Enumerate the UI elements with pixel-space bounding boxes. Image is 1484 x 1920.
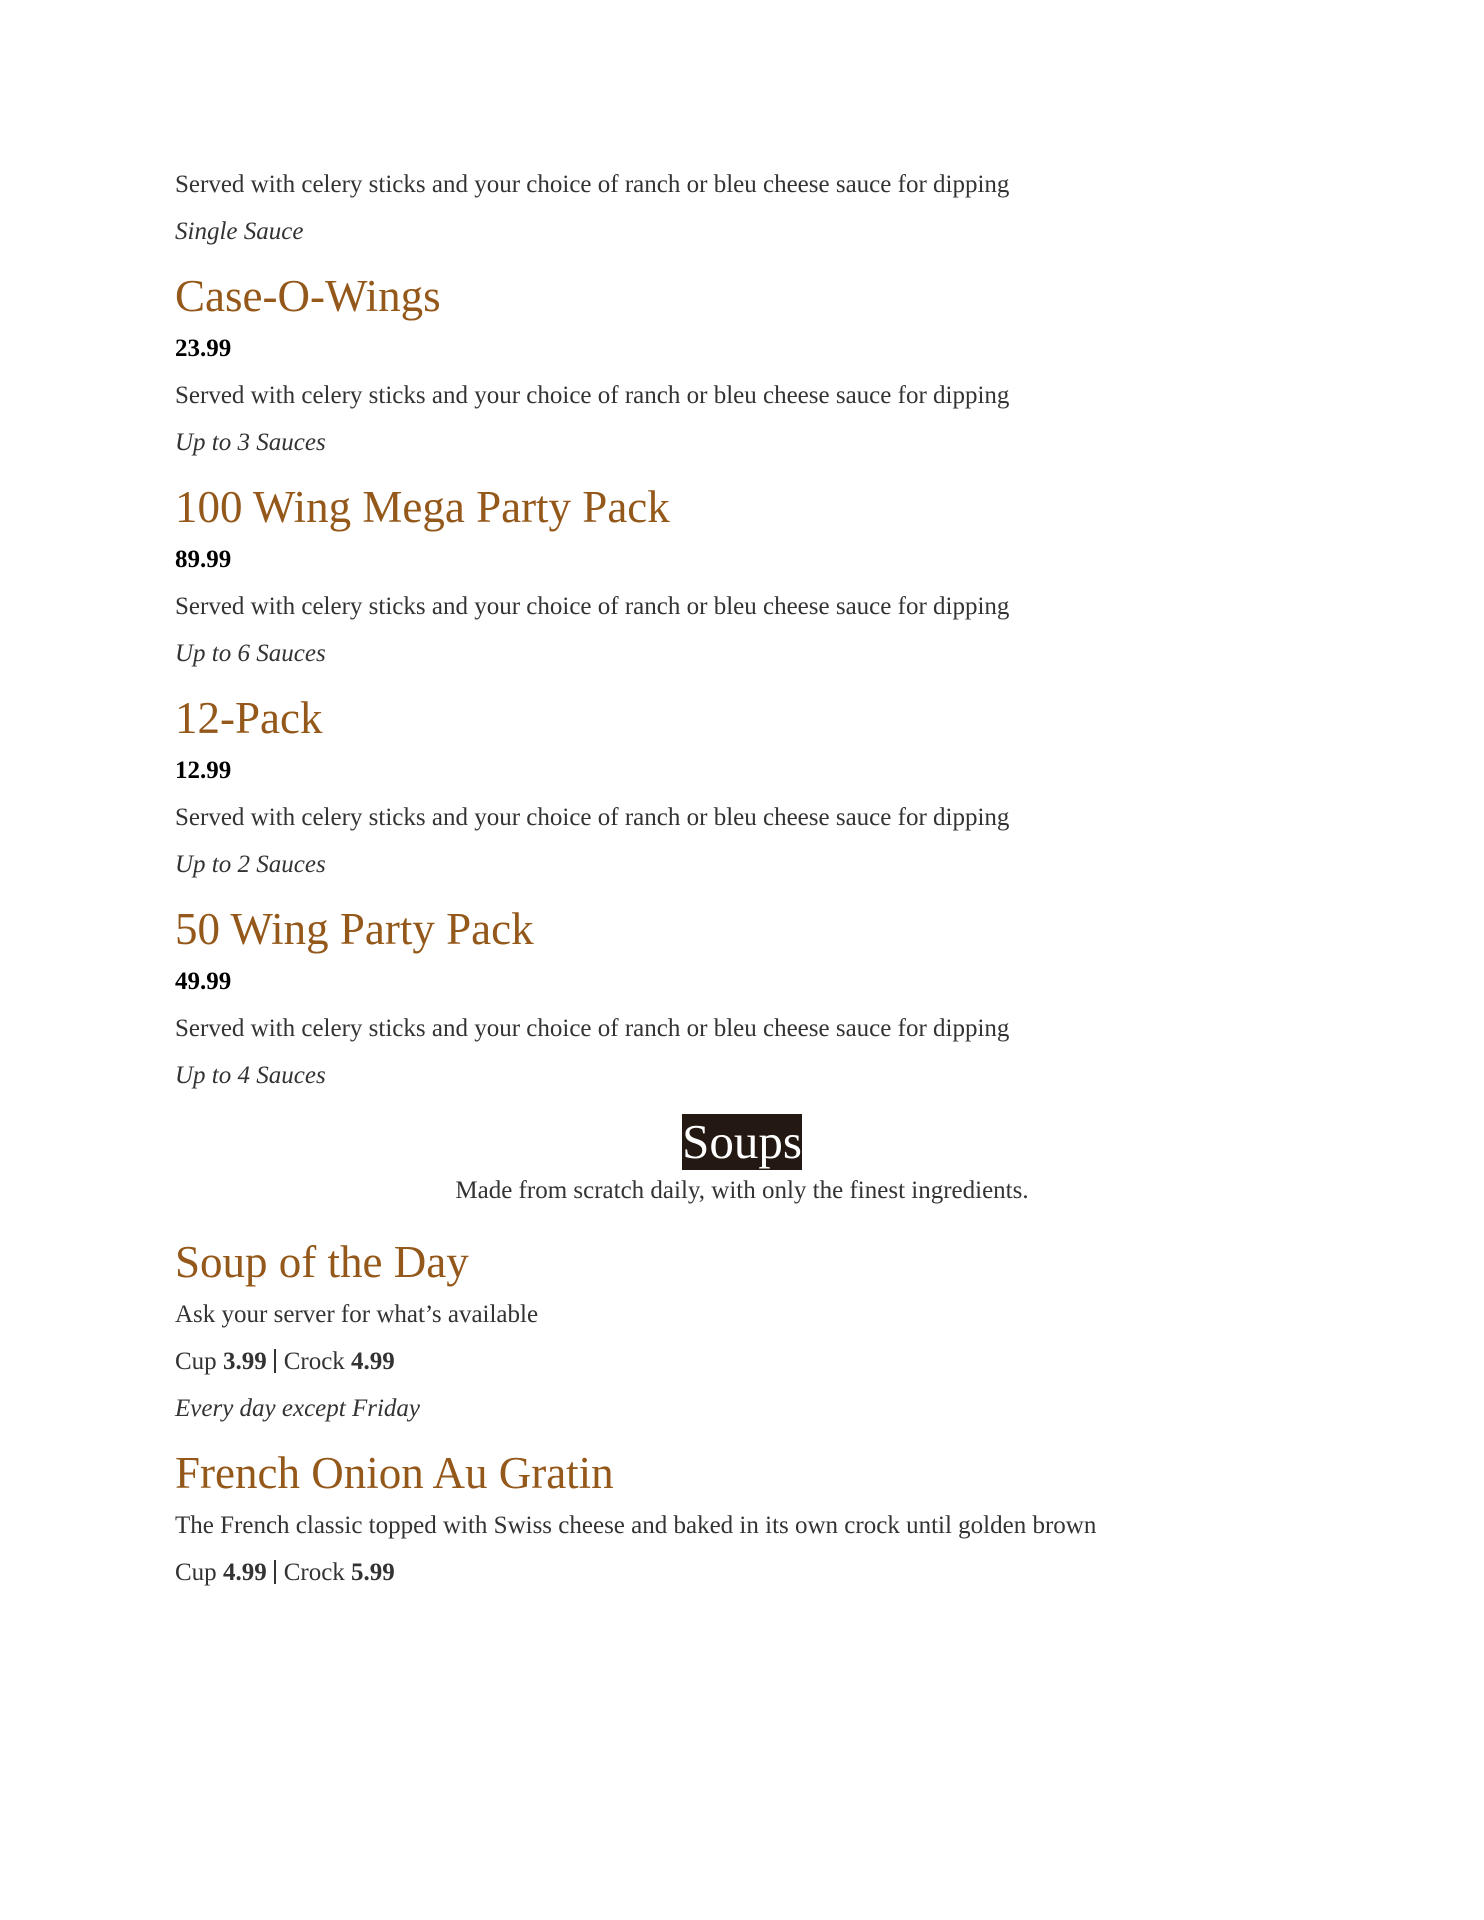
item-title: 100 Wing Mega Party Pack	[175, 482, 670, 532]
separator	[274, 1349, 276, 1373]
cup-price: 3.99	[222, 1348, 267, 1375]
item-sizes	[175, 1347, 1309, 1377]
section-header-soups	[175, 1114, 1309, 1170]
menu-item-50-wing-party-pack	[175, 903, 1309, 1091]
item-description: Served with celery sticks and your choice of ranch or bleu cheese sauce for dipping	[175, 1015, 1010, 1042]
item-note: Up to 6 Sauces	[175, 640, 326, 667]
menu-item-case-o-wings	[175, 270, 1309, 458]
item-price: 49.99	[175, 968, 232, 995]
item-price: 89.99	[175, 546, 232, 573]
menu-item-french-onion-au-gratin	[175, 1447, 1309, 1588]
item-title: Case-O-Wings	[175, 271, 441, 321]
item-description: Served with celery sticks and your choice of ranch or bleu cheese sauce for dipping	[175, 804, 1010, 831]
section-subtitle: Made from scratch daily, with only the finest ingredients.	[455, 1177, 1029, 1204]
menu-item-soup-of-the-day	[175, 1236, 1309, 1424]
crock-price: 4.99	[351, 1348, 395, 1375]
menu-item-12-pack	[175, 692, 1309, 880]
item-description: The French classic topped with Swiss cheese and baked in its own crock until golden brown	[175, 1512, 1097, 1539]
item-note: Up to 2 Sauces	[175, 851, 326, 878]
item-note: Up to 3 Sauces	[175, 429, 326, 456]
cup-label: Cup	[175, 1348, 217, 1375]
item-price: 23.99	[175, 335, 232, 362]
item-description: Ask your server for what’s available	[175, 1301, 539, 1328]
separator	[274, 1560, 276, 1584]
item-note: Up to 4 Sauces	[175, 1062, 326, 1089]
item-price: 12.99	[175, 757, 232, 784]
crock-label: Crock	[283, 1559, 345, 1586]
item-title: 50 Wing Party Pack	[175, 904, 534, 954]
cup-label: Cup	[175, 1559, 217, 1586]
item-description: Served with celery sticks and your choice of ranch or bleu cheese sauce for dipping	[175, 382, 1010, 409]
item-description: Served with celery sticks and your choice of ranch or bleu cheese sauce for dipping	[175, 171, 1010, 198]
menu-page	[175, 170, 1309, 1605]
menu-item-100-wing-mega-party-pack	[175, 481, 1309, 669]
crock-label: Crock	[283, 1348, 345, 1375]
item-description: Served with celery sticks and your choice of ranch or bleu cheese sauce for dipping	[175, 593, 1010, 620]
item-title: French Onion Au Gratin	[175, 1448, 614, 1498]
item-sizes	[175, 1558, 1309, 1588]
item-note: Single Sauce	[175, 218, 304, 245]
item-note: Every day except Friday	[175, 1395, 421, 1422]
item-title: 12-Pack	[175, 693, 323, 743]
section-title: Soups	[682, 1114, 802, 1169]
cup-price: 4.99	[222, 1559, 267, 1586]
item-title: Soup of the Day	[175, 1237, 469, 1287]
crock-price: 5.99	[351, 1559, 395, 1586]
